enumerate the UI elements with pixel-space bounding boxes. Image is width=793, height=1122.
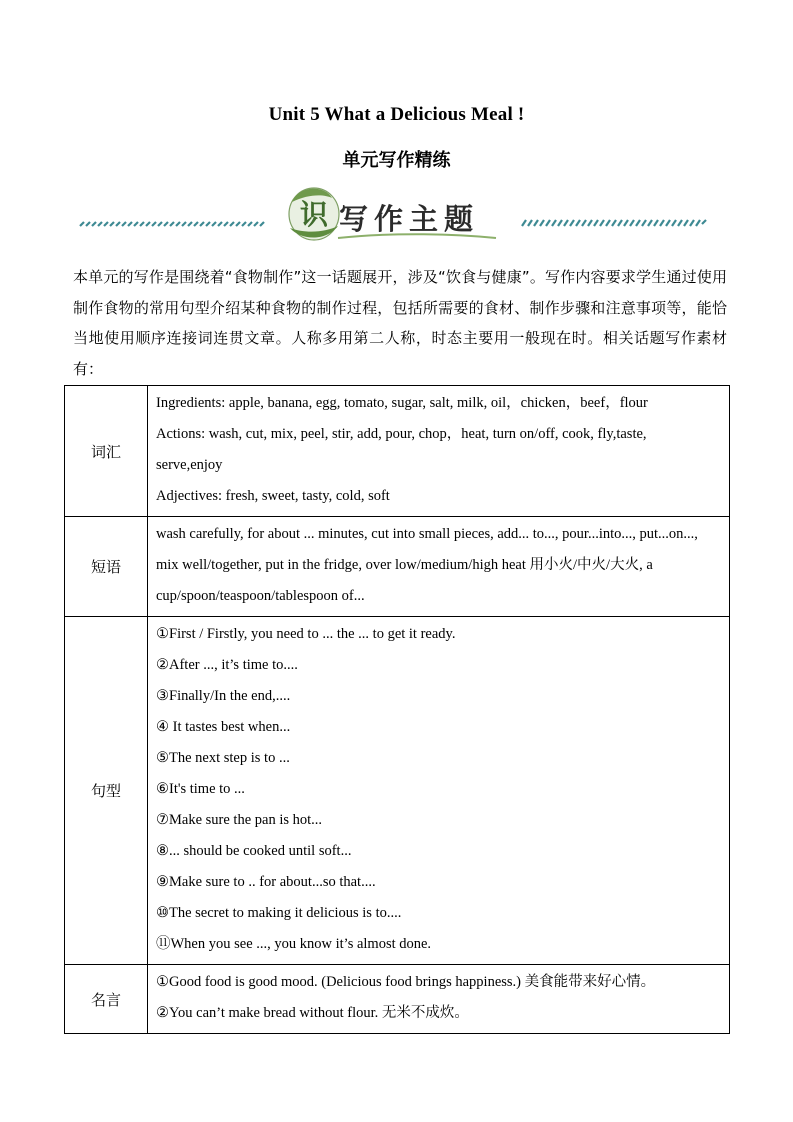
sentence-line: ⑧... should be cooked until soft... [156,843,352,859]
sentence-line: ①First / Firstly, you need to ... the ... to get it ready. [156,626,456,642]
table-row-sentences [65,617,730,965]
page-subtitle: 单元写作精练 [342,150,451,171]
quote-line: ②You can’t make bread without flour. 无米不成炊。 [156,1005,469,1021]
sentence-line: ⑦Make sure the pan is hot... [156,812,323,828]
right-stripe-decoration [522,220,706,226]
table-row-phrases [65,517,730,617]
left-stripe-decoration [80,222,264,226]
sentence-line: ②After ..., it’s time to.... [156,657,298,673]
row-label-phrases: 短语 [65,517,148,617]
vocab-line: Ingredients: apple, banana, egg, tomato, sugar, salt, milk, oil，chicken，beef，flour [156,395,648,411]
table-row-quotes [65,965,730,1034]
row-label-quotes: 名言 [65,965,148,1034]
row-label-vocab: 词汇 [65,386,148,517]
sentence-line: ⑤The next step is to ... [156,750,290,766]
sentence-line: ⑩The secret to making it delicious is to.... [156,905,402,921]
page-title: Unit 5 What a Delicious Meal ! [268,104,525,125]
sentence-line: ⑪When you see ..., you know it’s almost done. [156,936,432,952]
phrases-text: wash carefully, for about ... minutes, cut into small pieces, add... to..., pour...into..., put...on..., mix well/together, put in the fridge, over low/medium/high heat 用小火/中火/大火, a cup/spoon/teaspoon/tablespoon of... [156,526,698,604]
sentence-line: ⑥It's time to ... [156,781,245,797]
topic-badge-icon [289,188,339,240]
row-content-vocab [148,386,730,517]
sentence-line: ③Finally/In the end,.... [156,688,291,704]
row-content-quotes [148,965,730,1034]
writing-topic-heading: 写作主题 [339,202,480,236]
vocab-line: Adjectives: fresh, sweet, tasty, cold, soft [156,488,390,504]
intro-paragraph: 本单元的写作是围绕着“食物制作”这一话题展开，涉及“饮食与健康”。写作内容要求学生通过使用制作食物的常用句型介绍某种食物的制作过程，包括所需要的食材、制作步骤和注意事项等，能恰当地使用顺序连接词连贯文章。人称多用第二人称，时态主要用一般现在时。相关话题写作素材有： [73,268,727,378]
row-content-sentences [148,617,730,965]
materials-table [64,385,730,1034]
quote-line: ①Good food is good mood. (Delicious food brings happiness.) 美食能带来好心情。 [156,974,656,990]
svg-text:识: 识 [299,198,329,231]
sentence-line: ⑨Make sure to .. for about...so that.... [156,874,376,890]
row-label-sentences: 句型 [65,617,148,965]
vocab-line: Actions: wash, cut, mix, peel, stir, add, pour, chop，heat, turn on/off, cook, fly,taste, [156,426,647,442]
sentence-line: ④ It tastes best when... [156,719,291,735]
table-row-vocab [65,386,730,517]
vocab-line: serve,enjoy [156,457,223,473]
row-content-phrases [148,517,730,617]
